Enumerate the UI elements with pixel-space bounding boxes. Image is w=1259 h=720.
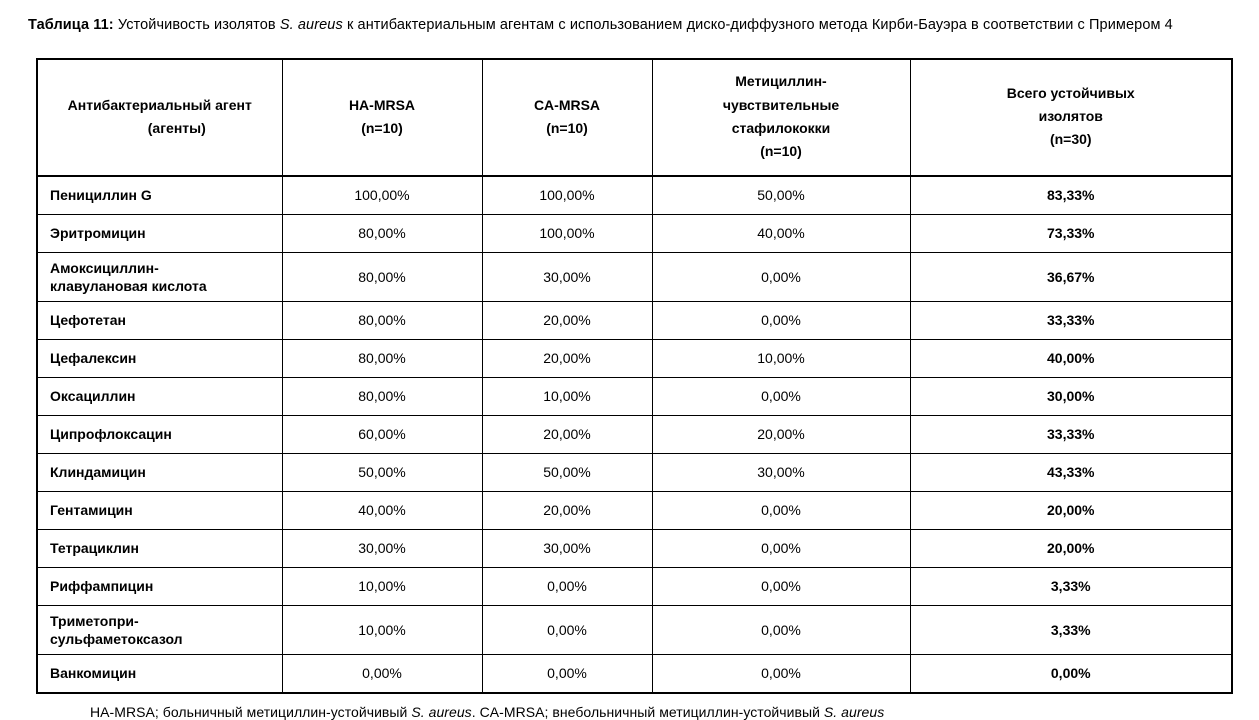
table-row: [37, 176, 1232, 215]
cell-total: 33,33%: [910, 415, 1232, 453]
cell-ca-mrsa: 20,00%: [482, 415, 652, 453]
cell-agent-line1: Тетрациклин: [50, 540, 139, 557]
cell-agent: [37, 377, 282, 415]
cell-ha-mrsa: 30,00%: [282, 529, 482, 567]
caption-italic-1: S. aureus: [279, 17, 343, 33]
cell-agent-line1: Амоксициллин-: [50, 259, 159, 276]
table-row: [37, 567, 1232, 605]
footnote-italic-2: S. aureus: [823, 703, 885, 720]
table-row: [37, 491, 1232, 529]
table-head: [37, 59, 1232, 175]
column-header-ca-mrsa-n: (n=10): [546, 119, 588, 136]
cell-mssa: 0,00%: [652, 491, 910, 529]
caption-text-2: к антибактериальным агентам с использованием диско-диффузного метода Кирби-Бауэра в соответствии с Примером 4: [342, 17, 1173, 33]
cell-ha-mrsa: 100,00%: [282, 176, 482, 215]
table-caption: [28, 14, 1237, 36]
column-header-ca-mrsa: [482, 59, 652, 175]
cell-total: 73,33%: [910, 214, 1232, 252]
cell-ca-mrsa: 30,00%: [482, 252, 652, 301]
cell-mssa: 0,00%: [652, 529, 910, 567]
cell-mssa: 0,00%: [652, 377, 910, 415]
cell-ha-mrsa: 50,00%: [282, 453, 482, 491]
cell-ha-mrsa: 0,00%: [282, 654, 482, 693]
cell-ca-mrsa: 0,00%: [482, 654, 652, 693]
table-footnote: [90, 704, 1237, 720]
cell-mssa: 0,00%: [652, 301, 910, 339]
cell-ca-mrsa: 0,00%: [482, 605, 652, 654]
cell-ca-mrsa: 50,00%: [482, 453, 652, 491]
table-row: [37, 301, 1232, 339]
table-row: [37, 529, 1232, 567]
cell-agent: [37, 214, 282, 252]
cell-agent-line1: Триметопри-: [50, 612, 139, 629]
resistance-table: [36, 58, 1233, 693]
cell-total: 3,33%: [910, 567, 1232, 605]
cell-ha-mrsa: 80,00%: [282, 377, 482, 415]
column-header-agent-line1: Антибактериальный агент: [67, 96, 252, 113]
cell-agent-line1: Клиндамицин: [50, 464, 146, 481]
cell-agent-line1: Оксациллин: [50, 388, 136, 405]
table-row: [37, 453, 1232, 491]
column-header-agent-line2: (агенты): [147, 119, 206, 136]
cell-agent: [37, 453, 282, 491]
cell-agent-line2: сульфаметоксазол: [50, 630, 183, 647]
table-row: [37, 252, 1232, 301]
table-body: [37, 176, 1232, 693]
cell-ha-mrsa: 10,00%: [282, 567, 482, 605]
cell-ca-mrsa: 20,00%: [482, 491, 652, 529]
cell-mssa: 20,00%: [652, 415, 910, 453]
cell-total: 36,67%: [910, 252, 1232, 301]
cell-agent-line2: клавулановая кислота: [50, 277, 207, 294]
column-header-mssa-n: (n=10): [760, 142, 802, 159]
cell-ca-mrsa: 100,00%: [482, 214, 652, 252]
column-header-ha-mrsa-label: HA-MRSA: [348, 96, 416, 113]
cell-agent-line1: Цефалексин: [50, 350, 137, 367]
cell-agent-line1: Ванкомицин: [50, 665, 137, 682]
cell-agent: [37, 415, 282, 453]
cell-mssa: 0,00%: [652, 567, 910, 605]
table-row: [37, 339, 1232, 377]
cell-total: 0,00%: [910, 654, 1232, 693]
cell-mssa: 10,00%: [652, 339, 910, 377]
cell-mssa: 0,00%: [652, 252, 910, 301]
cell-mssa: 40,00%: [652, 214, 910, 252]
cell-ha-mrsa: 80,00%: [282, 301, 482, 339]
cell-agent: [37, 339, 282, 377]
column-header-total-line1: Всего устойчивых: [1006, 85, 1135, 102]
cell-agent: [37, 491, 282, 529]
cell-total: 3,33%: [910, 605, 1232, 654]
cell-ha-mrsa: 80,00%: [282, 252, 482, 301]
cell-mssa: 50,00%: [652, 176, 910, 215]
cell-agent-line1: Цефотетан: [50, 312, 127, 329]
column-header-ha-mrsa: [282, 59, 482, 175]
cell-agent: [37, 654, 282, 693]
cell-total: 40,00%: [910, 339, 1232, 377]
table-row: [37, 214, 1232, 252]
footnote-text-2: . CA-MRSA; внебольничный метициллин-устойчивый: [471, 703, 824, 720]
cell-agent-line1: Гентамицин: [50, 502, 133, 519]
cell-agent-line1: Риффампицин: [50, 578, 154, 595]
cell-agent: [37, 301, 282, 339]
column-header-mssa-line3: стафилококки: [731, 119, 831, 136]
cell-total: 33,33%: [910, 301, 1232, 339]
cell-ha-mrsa: 10,00%: [282, 605, 482, 654]
footnote-italic-1: S. aureus: [411, 703, 472, 720]
table-row: [37, 415, 1232, 453]
column-header-mssa-line2: чувствительные: [722, 96, 840, 113]
table-row: [37, 377, 1232, 415]
cell-mssa: 30,00%: [652, 453, 910, 491]
column-header-ha-mrsa-n: (n=10): [361, 119, 403, 136]
table-row: [37, 654, 1232, 693]
cell-ca-mrsa: 20,00%: [482, 339, 652, 377]
caption-text-1: Устойчивость изолятов: [113, 17, 280, 33]
table-header-row: [37, 59, 1232, 175]
cell-mssa: 0,00%: [652, 605, 910, 654]
cell-agent-line1: Эритромицин: [50, 225, 146, 242]
cell-total: 83,33%: [910, 176, 1232, 215]
cell-total: 20,00%: [910, 491, 1232, 529]
cell-ha-mrsa: 40,00%: [282, 491, 482, 529]
column-header-total-n: (n=30): [1049, 131, 1092, 148]
column-header-mssa: [652, 59, 910, 175]
cell-total: 43,33%: [910, 453, 1232, 491]
cell-agent-line1: Пенициллин G: [50, 187, 152, 204]
cell-agent: [37, 567, 282, 605]
column-header-total: [910, 59, 1232, 175]
cell-agent: [37, 252, 282, 301]
caption-label: Таблица 11:: [28, 17, 114, 33]
cell-ha-mrsa: 80,00%: [282, 214, 482, 252]
cell-ha-mrsa: 60,00%: [282, 415, 482, 453]
cell-total: 20,00%: [910, 529, 1232, 567]
cell-mssa: 0,00%: [652, 654, 910, 693]
cell-ca-mrsa: 10,00%: [482, 377, 652, 415]
cell-ca-mrsa: 20,00%: [482, 301, 652, 339]
cell-ca-mrsa: 0,00%: [482, 567, 652, 605]
cell-agent: [37, 176, 282, 215]
cell-total: 30,00%: [910, 377, 1232, 415]
column-header-total-line2: изолятов: [1038, 108, 1103, 125]
cell-agent: [37, 529, 282, 567]
column-header-mssa-line1: Метициллин-: [735, 73, 827, 90]
column-header-ca-mrsa-label: CA-MRSA: [533, 96, 601, 113]
cell-ca-mrsa: 100,00%: [482, 176, 652, 215]
footnote-text-1: HA-MRSA; больничный метициллин-устойчивый: [90, 703, 412, 720]
cell-agent-line1: Ципрофлоксацин: [50, 426, 172, 443]
table-row: [37, 605, 1232, 654]
cell-ca-mrsa: 30,00%: [482, 529, 652, 567]
cell-ha-mrsa: 80,00%: [282, 339, 482, 377]
cell-agent: [37, 605, 282, 654]
column-header-agent: [37, 59, 282, 175]
